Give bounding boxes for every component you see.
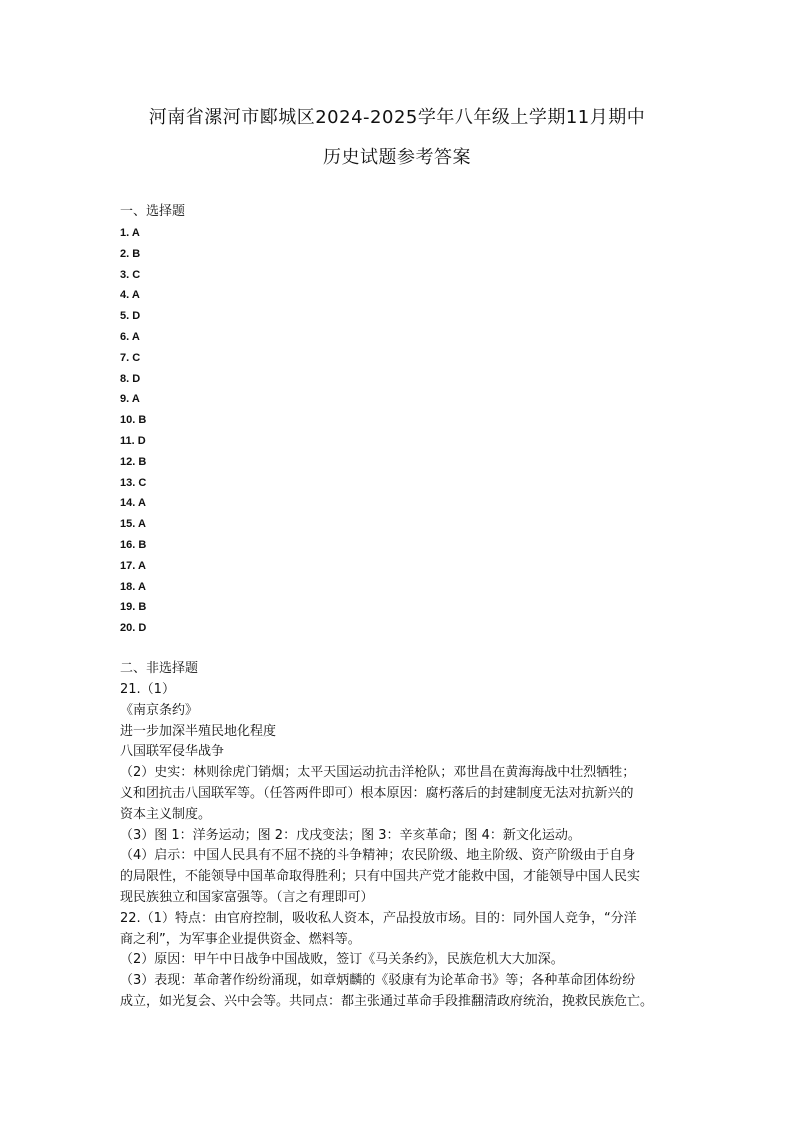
choice-answer: 11. D xyxy=(120,434,146,447)
answer-line: （2）史实：林则徐虎门销烟；太平天国运动抗击洋枪队；邓世昌在黄海海战中壮烈牺牲； xyxy=(120,765,636,781)
choice-answer: 12. B xyxy=(120,455,147,468)
choice-answer: 8. D xyxy=(120,372,141,385)
choice-answer: 3. C xyxy=(120,268,141,281)
answer-line: 成立，如光复会、兴中会等。共同点：都主张通过革命手段推翻清政府统治，挽救民族危亡。 xyxy=(120,993,654,1009)
choice-answer: 14. A xyxy=(120,497,146,510)
choice-answer: 17. A xyxy=(120,559,146,572)
answer-line: （2）原因：甲午中日战争中国战败，签订《马关条约》，民族危机大大加深。 xyxy=(120,952,564,968)
choice-answer: 15. A xyxy=(120,518,146,531)
choice-answer: 19. B xyxy=(120,601,147,614)
choice-answer: 2. B xyxy=(120,247,141,260)
answer-line: （3）表现：革命著作纷纷涌现，如章炳麟的《驳康有为论革命书》等；各种革命团体纷纷 xyxy=(120,973,636,989)
answer-line: 《南京条约》 xyxy=(120,702,199,718)
choice-answer: 7. C xyxy=(120,351,141,364)
choice-answer: 6. A xyxy=(120,330,140,343)
choice-answer: 20. D xyxy=(120,622,147,635)
answer-line: 进一步加深半殖民地化程度 xyxy=(120,723,277,739)
section-heading-nonchoice: 二、非选择题 xyxy=(120,661,199,676)
answer-line: 商之利”，为军事企业提供资金、燃料等。 xyxy=(120,931,361,947)
choice-answer-list xyxy=(120,223,146,639)
document-subtitle: 历史试题参考答案 xyxy=(323,147,471,168)
choice-answer: 16. B xyxy=(120,538,147,551)
nonchoice-answer-block xyxy=(120,680,680,1013)
choice-answer: 18. A xyxy=(120,580,146,593)
answer-line: 21.（1） xyxy=(120,682,175,697)
answer-line: （4）启示：中国人民具有不屈不挠的斗争精神；农民阶级、地主阶级、资产阶级由于自身 xyxy=(120,848,636,864)
choice-answer: 10. B xyxy=(120,414,147,427)
answer-line: 22.（1）特点：由官府控制，吸收私人资本，产品投放市场。目的：同外国人竞争，“分洋 xyxy=(120,910,637,926)
choice-answer: 9. A xyxy=(120,393,140,406)
answer-line: 的局限性，不能领导中国革命取得胜利；只有中国共产党才能救中国，才能领导中国人民实 xyxy=(120,869,641,885)
answer-line: 现民族独立和国家富强等。（言之有理即可） xyxy=(120,889,374,905)
document-title: 河南省漯河市郾城区2024-2025学年八年级上学期11月期中 xyxy=(148,107,646,128)
choice-answer: 4. A xyxy=(120,289,140,302)
answer-line: 资本主义制度。 xyxy=(120,806,212,822)
choice-answer: 1. A xyxy=(120,227,140,239)
choice-answer: 13. C xyxy=(120,476,147,489)
answer-line: 八国联军侵华战争 xyxy=(120,744,225,760)
answer-line: （3）图 1：洋务运动；图 2：戊戌变法；图 3：辛亥革命；图 4：新文化运动。 xyxy=(120,827,581,843)
answer-line: 义和团抗击八国联军等。（任答两件即可）根本原因：腐朽落后的封建制度无法对抗新兴的 xyxy=(120,785,634,801)
section-heading-choice: 一、选择题 xyxy=(120,204,186,219)
choice-answer: 5. D xyxy=(120,310,141,323)
